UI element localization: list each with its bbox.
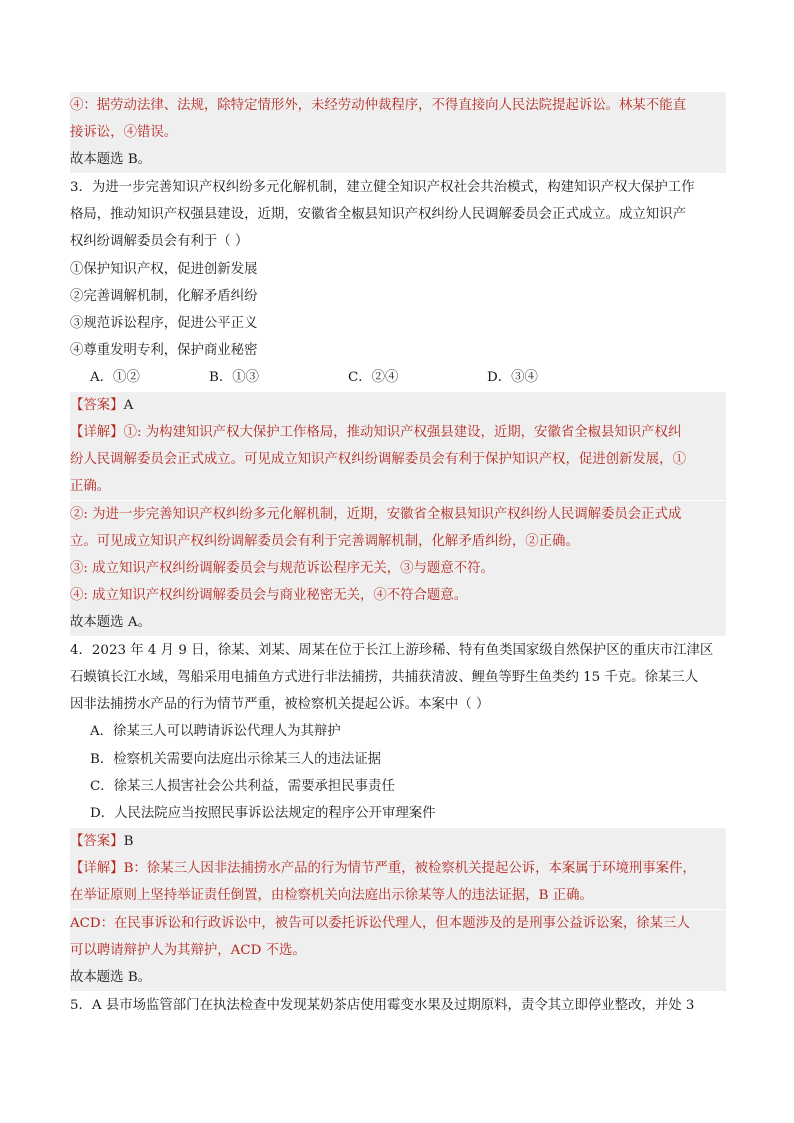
circled-3-marker: ③ xyxy=(70,561,84,576)
q3-stem-text: 3．为进一步完善知识产权纠纷多元化解机制，建立健全知识产权社会共治模式，构建知识产权大保护工作 xyxy=(70,180,695,195)
detail-text: : 为构建知识产权大保护工作格局，推动知识产权强县建设，近期，安徽省全椒县知识产权纠 xyxy=(136,425,682,440)
answer-label: 【答案】 xyxy=(70,834,124,849)
detail-text: ：徐某三人因非法捕捞水产品的行为情节严重，被检察机关提起公诉，本案属于环境刑事案件， xyxy=(133,861,696,876)
q4-stem-text: 因非法捕捞水产品的行为情节严重，被检察机关提起公诉。本案中（ ） xyxy=(70,697,490,712)
q3-detail-line-2 xyxy=(70,446,726,473)
circled-4-marker: ④ xyxy=(373,588,387,603)
q4-detail-line-4 xyxy=(70,937,726,964)
detail-text: 与题意不符。 xyxy=(413,561,494,576)
q3-detail-line-5 xyxy=(70,528,726,555)
detail-text: 在举证原则上坚持举证责任倒置，由检察机关向法庭出示徐某等人的违法证据，B 正确。 xyxy=(70,888,593,903)
circled-4-marker: ④ xyxy=(70,588,84,603)
circled-4-marker: ④ xyxy=(123,125,137,140)
q4-stem-text: 石蟆镇长江水域，驾船采用电捕鱼方式进行非法捕捞，共捕获清波、鲤鱼等野生鱼类约 15 千克。徐某三人 xyxy=(70,670,699,685)
q3-detail-line-6 xyxy=(70,555,726,582)
answer-label: 【答案】 xyxy=(70,398,124,413)
q3-stem-text: 格局，推动知识产权强县建设，近期，安徽省全椒县知识产权纠纷人民调解委员会正式成立。成立知识产 xyxy=(70,207,686,222)
detail-text: 立。可见成立知识产权纠纷调解委员会有利于完善调解机制，化解矛盾纠纷， xyxy=(70,534,526,549)
circled-1-marker: ① xyxy=(672,452,686,467)
q3-conclusion xyxy=(70,609,726,636)
detail-text: 正确。 xyxy=(70,479,111,494)
conclusion-text: 故本题选 A。 xyxy=(70,615,151,630)
q4-stem-line-2 xyxy=(70,664,726,691)
q4-stem-text: 4．2023 年 4 月 9 日，徐某、刘某、周某在位于长江上游珍稀、特有鱼类国家级自然保护区的重庆市江津区 xyxy=(70,643,714,658)
q3-options xyxy=(90,364,726,391)
option-text: B．检察机关需要向法庭出示徐某三人的违法证据 xyxy=(90,752,382,767)
detail-text: : 成立知识产权纠纷调解委员会与商业秘密无关， xyxy=(83,588,374,603)
q4-stem-line-1 xyxy=(70,637,726,664)
statement-text: ④尊重发明专利，保护商业秘密 xyxy=(70,343,258,358)
option-marker: ACD xyxy=(70,916,101,931)
option-text: D．人民法院应当按照民事诉讼法规定的程序公开审理案件 xyxy=(90,806,436,821)
q4-detail-line-3 xyxy=(70,910,726,937)
conclusion-text: 故本题选 B。 xyxy=(70,970,152,985)
q4-option-a xyxy=(90,718,726,745)
answer-value: A xyxy=(123,398,134,413)
q2-detail-line-2 xyxy=(70,119,726,146)
circled-1-marker: ① xyxy=(123,425,137,440)
statement-text: ③规范诉讼程序，促进公平正义 xyxy=(70,316,258,331)
statement-text: ①保护知识产权，促进创新发展 xyxy=(70,262,258,277)
conclusion-text: 故本题选 B。 xyxy=(70,152,152,167)
q3-statement-3 xyxy=(70,310,726,337)
q3-detail-line-1 xyxy=(70,419,726,446)
q3-stem-text: 权纠纷调解委员会有利于（ ） xyxy=(70,234,249,249)
option-marker: B xyxy=(123,861,134,876)
q4-option-c xyxy=(90,773,726,800)
q5-stem-text: 5．A 县市场监管部门在执法检查中发现某奶茶店使用霉变水果及过期原料，责令其立即停业整改，并处 3 xyxy=(70,998,695,1013)
q3-option-b: B．①③ xyxy=(209,370,260,385)
detail-text: 不符合题意。 xyxy=(386,588,468,603)
answer-value: B xyxy=(123,834,134,849)
detail-text: 正确。 xyxy=(538,534,579,549)
q2-detail-text: 接诉讼， xyxy=(70,125,124,140)
q4-stem-line-3 xyxy=(70,691,726,718)
q2-detail-text: ：据劳动法律、法规，除特定情形外，未经劳动仲裁程序，不得直接向人民法院提起诉讼。林某不能直 xyxy=(83,98,686,113)
q4-answer xyxy=(70,828,726,855)
detail-text: : 成立知识产权纠纷调解委员会与规范诉讼程序无关， xyxy=(83,561,401,576)
q4-option-d xyxy=(90,800,726,827)
q3-detail-line-3 xyxy=(70,473,726,500)
circled-2-marker: ② xyxy=(525,534,539,549)
option-text: C．徐某三人损害社会公共利益，需要承担民事责任 xyxy=(90,779,395,794)
q2-conclusion xyxy=(70,146,726,173)
q4-detail-line-1 xyxy=(70,855,726,882)
q3-detail-line-7 xyxy=(70,582,726,609)
q3-statement-1 xyxy=(70,256,726,283)
q2-detail-text: 错误。 xyxy=(136,125,178,140)
circled-2-marker: ② xyxy=(70,507,84,522)
q4-conclusion xyxy=(70,964,726,991)
q3-statement-2 xyxy=(70,283,726,310)
detail-text: ：在民事诉讼和行政诉讼中，被告可以委托诉讼代理人，但本题涉及的是刑事公益诉讼案，徐某三人 xyxy=(100,916,690,931)
q3-option-a: A．①② xyxy=(90,370,140,385)
q3-option-d: D．③④ xyxy=(487,370,538,385)
q3-stem-line-1 xyxy=(70,174,726,201)
detail-label: 【详解】 xyxy=(70,425,124,440)
q3-option-c: C．②④ xyxy=(348,370,399,385)
q3-stem-line-2 xyxy=(70,201,726,228)
q3-answer xyxy=(70,392,726,419)
q3-statement-4 xyxy=(70,337,726,364)
q5-stem-line-1 xyxy=(70,992,726,1019)
q4-option-b xyxy=(90,746,726,773)
q4-detail-line-2 xyxy=(70,882,726,909)
statement-text: ②完善调解机制，化解矛盾纠纷 xyxy=(70,289,258,304)
option-text: A．徐某三人可以聘请诉讼代理人为其辩护 xyxy=(90,724,341,739)
q2-detail-line-1 xyxy=(70,92,726,119)
q3-stem-line-3 xyxy=(70,228,726,255)
circled-3-marker: ③ xyxy=(400,561,414,576)
detail-text: 可以聘请辩护人为其辩护，ACD 不选。 xyxy=(70,943,306,958)
detail-text: 纷人民调解委员会正式成立。可见成立知识产权纠纷调解委员会有利于保护知识产权，促进创新发展， xyxy=(70,452,673,467)
q3-detail-line-4 xyxy=(70,501,726,528)
detail-text: : 为进一步完善知识产权纠纷多元化解机制，近期，安徽省全椒县知识产权纠纷人民调解委员会正式成 xyxy=(83,507,682,522)
detail-label: 【详解】 xyxy=(70,861,124,876)
circled-4-marker: ④ xyxy=(70,98,84,113)
